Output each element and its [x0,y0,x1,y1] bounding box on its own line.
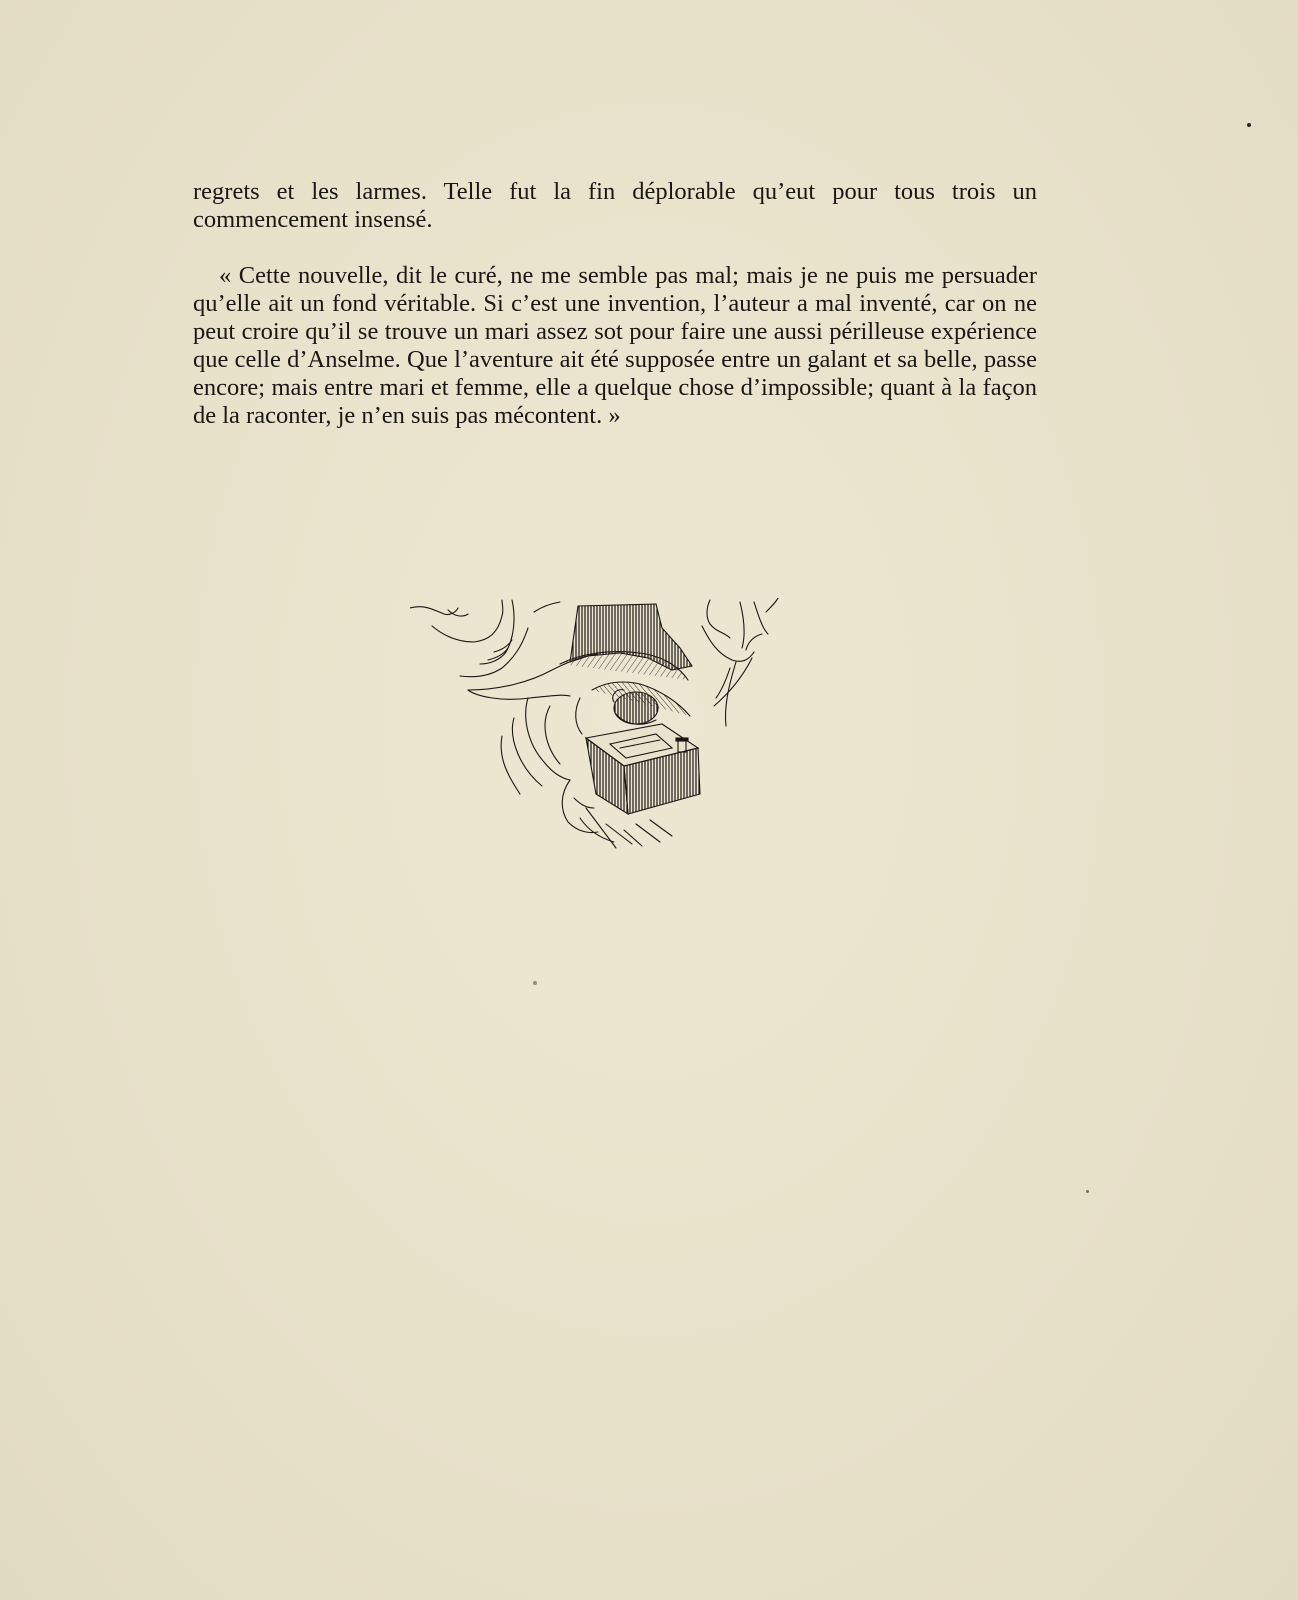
paragraph-end-of-tale: regrets et les larmes. Telle fut la fin déplorable qu’eut pour tous trois un commencement insensé. [193,178,1037,233]
paragraph-cure-remarks: « Cette nouvelle, dit le curé, ne me semble pas mal; mais je ne puis me persuader qu’elle ait un fond véritable. Si c’est une invention, l’auteur a mal inventé, car on ne peut croire qu’il se trouve un mari assez sot pour faire une aussi périlleuse expérience que celle d’Anselme. Que l’aventure ait été supposée entre un galant et sa belle, passe encore; mais entre mari et femme, elle a quelque chose d’impossible; quant à la façon de la raconter, je n’en suis pas mécontent. » [193,262,1037,429]
paper-speck [533,981,537,985]
woman-writing-at-desk-icon [410,598,800,853]
body-text [193,178,1037,430]
paper-speck [1086,1190,1089,1193]
paper-speck [1247,123,1251,127]
